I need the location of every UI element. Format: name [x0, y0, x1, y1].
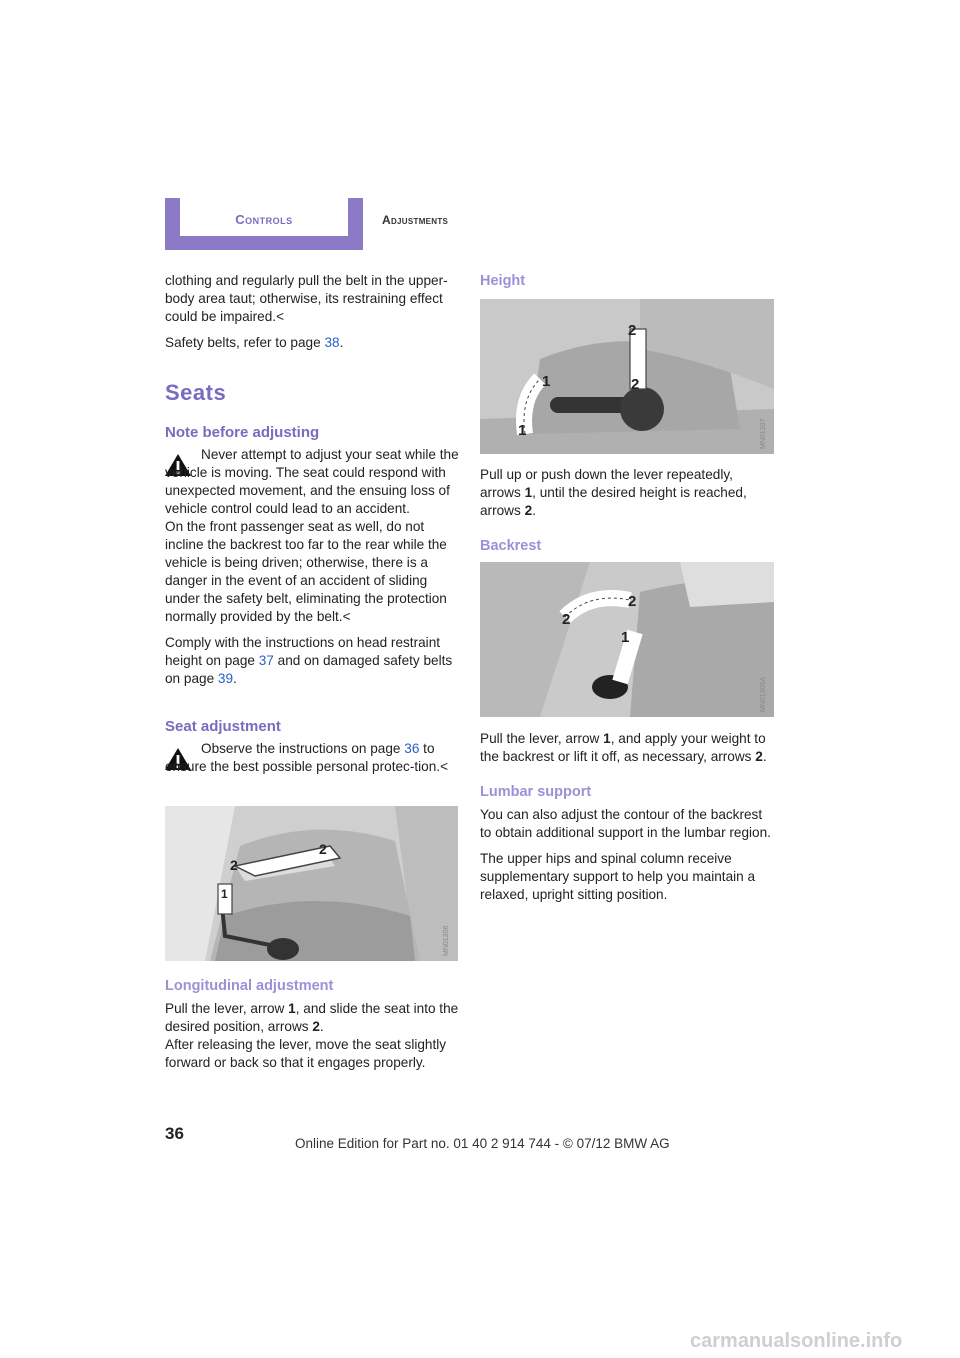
heading-lumbar-support: Lumbar support	[480, 784, 592, 800]
arrow-label-1: 1	[621, 629, 630, 646]
height-text: Pull up or push down the lever repeatedly, arrows 1, until the desired height is reached, arrows 2.	[480, 467, 747, 518]
heading-longitudinal-adjustment: Longitudinal adjustment	[165, 978, 334, 994]
warning-text-1: Never attempt to adjust your seat while the vehicle is moving. The seat could respond with unexpected movement, and the ensuing loss of vehicle control could lead to an accident.	[165, 447, 459, 516]
seat-height-image	[480, 299, 774, 454]
arrow-label-1: 1	[518, 422, 527, 439]
arrow-label-2: 2	[562, 611, 571, 628]
image-code: MN01306	[443, 925, 450, 956]
lumbar-p2: The upper hips and spinal column receive supplementary support to help you maintain a relaxed, upright sitting position.	[480, 851, 756, 902]
heading-seats: Seats	[165, 380, 227, 405]
arrow-label-2: 2	[631, 376, 640, 393]
arrow-label-2: 2	[319, 841, 327, 857]
heading-note-before-adjusting: Note before adjusting	[165, 424, 320, 441]
arrow-label-2: 2	[230, 857, 238, 873]
warning-block-1	[165, 446, 460, 696]
edition-footer: Online Edition for Part no. 01 40 2 914 744 - © 07/12 BMW AG	[295, 1136, 670, 1151]
backrest-text: Pull the lever, arrow 1, and apply your weight to the backrest or lift it off, as necessary, arrows 2.	[480, 731, 767, 764]
longitudinal-text	[165, 1000, 460, 1072]
page-link-36[interactable]: 36	[404, 741, 420, 756]
heading-backrest: Backrest	[480, 538, 542, 554]
warning-text-1b: On the front passenger seat as well, do not incline the backrest too far to the rear while the vehicle is being driven; otherwise, there is a danger in the event of an accident of sliding under the safety belt, eliminating the protection normally provided by the belt.<	[165, 519, 447, 624]
longitudinal-p1: Pull the lever, arrow 1, and slide the seat into the desired position, arrows 2.	[165, 1001, 459, 1034]
page-link-38[interactable]: 38	[324, 335, 340, 350]
heading-seat-adjustment: Seat adjustment	[165, 718, 281, 735]
watermark: carmanualsonline.info	[690, 1330, 903, 1352]
arrow-label-2: 2	[628, 593, 637, 610]
paragraph-comply: Comply with the instructions on head restraint height on page 37 and on damaged safety belts on page 39.	[165, 635, 453, 686]
chapter-label: Controls	[235, 212, 293, 227]
paragraph-safety-belts: Safety belts, refer to page 38.	[165, 335, 344, 350]
page-number: 36	[165, 1124, 184, 1143]
left-column	[165, 272, 460, 360]
seat-longitudinal-image	[165, 806, 458, 961]
page-link-37[interactable]: 37	[258, 653, 274, 668]
arrow-label-1: 1	[542, 373, 551, 390]
image-code: MN01307	[760, 418, 767, 449]
lumbar-p1: You can also adjust the contour of the backrest to obtain additional support in the lumbar region.	[480, 807, 771, 840]
paragraph-belt: clothing and regularly pull the belt in the upper-body area taut; otherwise, its restraining effect could be impaired.<	[165, 273, 448, 324]
image-code: MN01305A	[760, 676, 767, 712]
arrow-label-1: 1	[221, 887, 228, 901]
warning-text-2: Observe the instructions on page 36 to ensure the best possible personal protec-tion.<	[165, 741, 449, 774]
longitudinal-p2: After releasing the lever, move the seat slightly forward or back so that it engages properly.	[165, 1037, 447, 1070]
arrow-label-2: 2	[628, 322, 637, 339]
section-label: Adjustments	[382, 213, 449, 227]
warning-block-2	[165, 740, 460, 776]
seat-backrest-image	[480, 562, 774, 717]
heading-height: Height	[480, 273, 526, 289]
page-link-39[interactable]: 39	[217, 671, 234, 686]
lumbar-text	[480, 806, 775, 912]
